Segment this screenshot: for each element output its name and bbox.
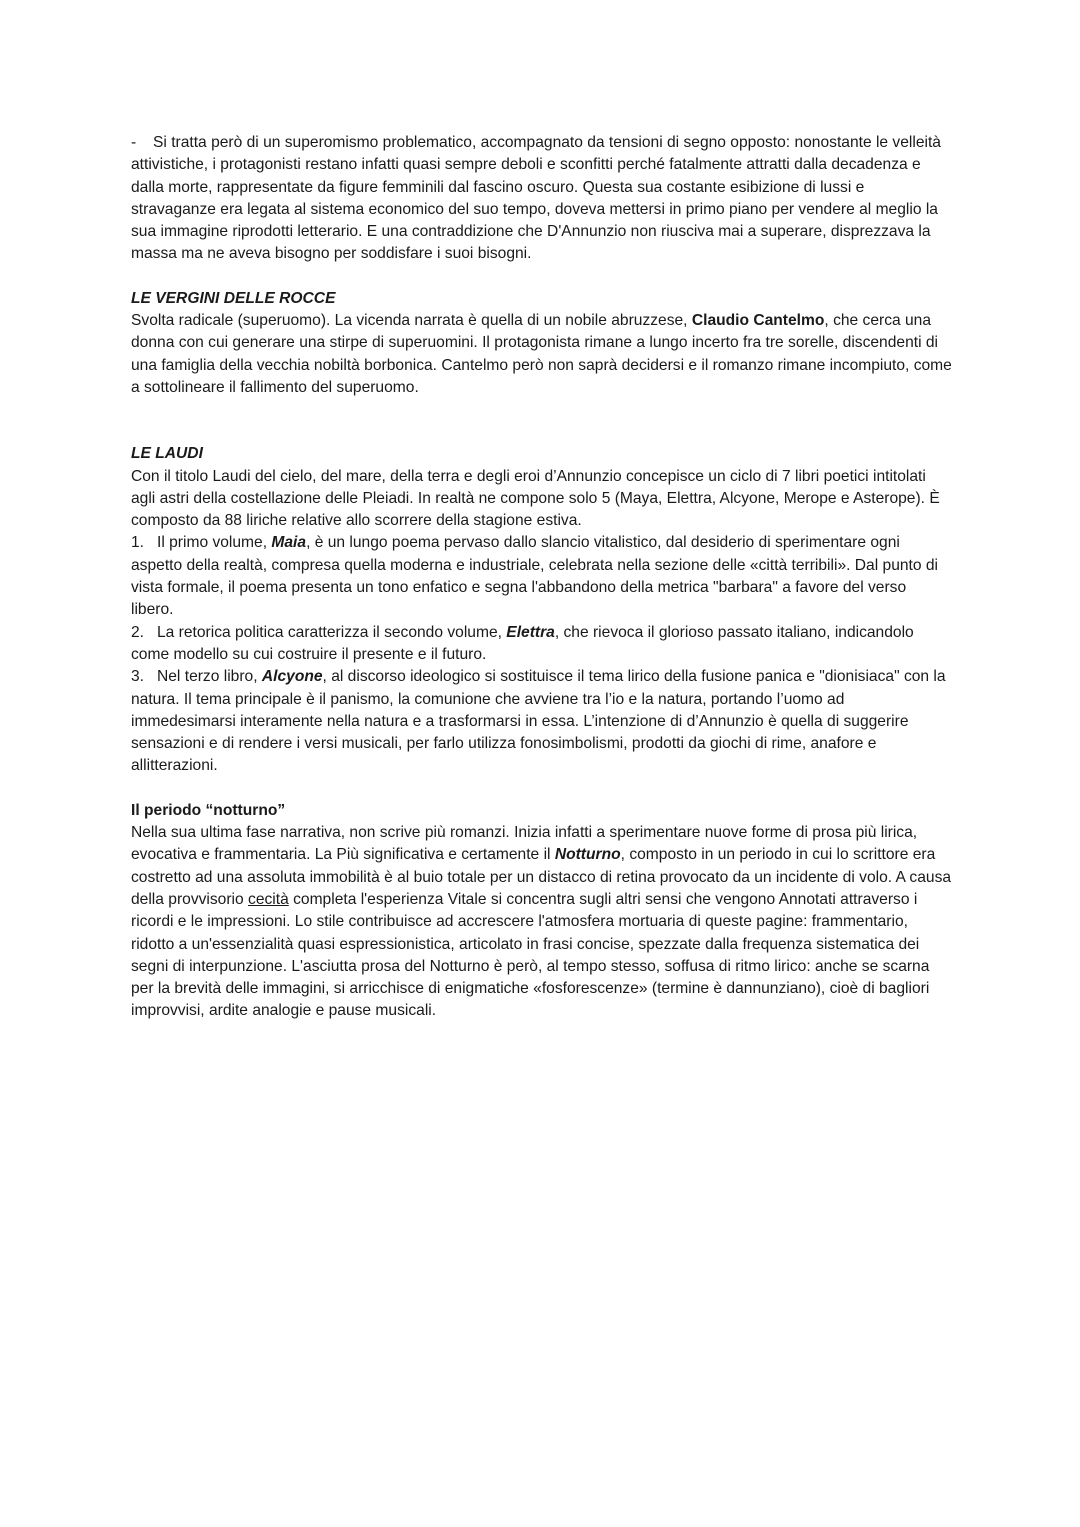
list-title-alcyone: Alcyone <box>261 668 323 686</box>
laudi-intro-paragraph: Con il titolo Laudi del cielo, del mare, della terra e degli eroi d’Annunzio concepisce un ciclo di 7 libri poetici intitolati agli astri della costellazione delle Pleiadi. In realtà ne compone solo 5 (Maya, Elettra, Alcyone, Merope e Asterope). È composto da 88 liriche relative allo scorrere della stagione estiva. <box>131 467 940 530</box>
list-item <box>131 666 952 777</box>
list-text-post: , è un lungo poema pervaso dallo slancio vitalistico, dal desiderio di sperimentare ogni aspetto della realtà, compresa quella moderna e industriale, celebrata nella sezione delle «città terribili». Dal punto di vista formale, il poema presenta un tono enfatico e segna l'abbandono della metrica "barbara" a favore del verso libero. <box>131 534 939 619</box>
notturno-paragraph <box>131 822 952 1023</box>
list-item <box>131 622 952 667</box>
list-text-pre: La retorica politica caratterizza il secondo volume, <box>157 623 507 641</box>
list-item <box>131 532 952 621</box>
intro-paragraph <box>131 132 952 266</box>
bullet-dash: - <box>131 134 137 151</box>
list-text-pre: Nel terzo libro, <box>157 668 262 686</box>
vergini-bold-name: Claudio Cantelmo <box>691 312 825 330</box>
notturno-text-a: Nella sua ultima fase narrativa, non scrive più romanzi. Inizia infatti a sperimentare nuove forme di prosa più lirica, evocativa e frammentaria. La Più significativa e certamente il <box>131 824 918 864</box>
list-number: 1. <box>131 534 145 552</box>
list-number: 2. <box>131 623 145 641</box>
list-number: 3. <box>131 668 145 686</box>
intro-text: Si tratta però di un superomismo problematico, accompagnato da tensioni di segno opposto: nonostante le velleità attivistiche, i protagonisti restano infatti quasi sempre deboli e sconfitti perché fatalmente attratti dalla decadenza e dalla morte, rappresentate da figure femminili dal fascino oscuro. Questa sua costante esibizione di lussi e stravaganze era legata al sistema economico del suo tempo, doveva mettersi in primo piano per vendere al meglio la sua immagine riprodotti letterario. E una contraddizione che D'Annunzio non riusciva mai a superare, disprezzava la massa ma ne aveva bisogno per soddisfare i suoi bisogni. <box>131 134 941 263</box>
list-text-post: , al discorso ideologico si sostituisce il tema lirico della fusione panica e "dionisiaca" con la natura. Il tema principale è il panismo, la comunione che avviene tra l’io e la natura, portando l’uomo ad immedesimarsi interamente nella natura e a trasformarsi in essa. L’intenzione di d’Annunzio è quella di suggerire sensazioni e di rendere i versi musicali, per farlo utilizza fonosimbolismi, prodotti da giochi di rime, anafore e allitterazioni. <box>131 668 946 775</box>
section-heading-laudi: LE LAUDI <box>131 445 203 463</box>
notturno-text-c: completa l'esperienza Vitale si concentra sugli altri sensi che vengono Annotati attraverso i ricordi e le impressioni. Lo stile contribuisce ad accrescere l'atmosfera mortuaria di queste pagine: frammentario, ridotto a un'essenzialità quasi espressionistica, articolato in frasi concise, spezzate dalla frequenza sistematica dei segni di interpunzione. L'asciutta prosa del Notturno è però, al tempo stesso, soffusa di ritmo lirico: anche se scarna per la brevità delle immagini, si arricchisce di enigmatiche «fosforescenze» (termine è dannunziano), cioè di bagliori improvvisi, ardite analogie e pause musicali. <box>131 890 930 1020</box>
vergini-text-a: Svolta radicale (superuomo). La vicenda narrata è quella di un nobile abruzzese, <box>131 312 692 330</box>
list-title-elettra: Elettra <box>506 623 555 641</box>
underlined-word: cecità <box>248 890 289 908</box>
list-text-pre: Il primo volume, <box>157 534 272 552</box>
list-title-maia: Maia <box>271 534 307 552</box>
section-laudi <box>131 443 952 777</box>
list-text-post: , che rievoca il glorioso passato italiano, indicandolo come modello su cui costruire il presente e il futuro. <box>131 623 914 663</box>
section-vergini <box>131 288 952 399</box>
section-notturno <box>131 800 952 1023</box>
notturno-text-b: , composto in un periodo in cui lo scrittore era costretto ad una assoluta immobilità è al buio totale per un distacco di retina provocato da un incidente di volo. A causa della provvisorio <box>131 846 952 908</box>
vergini-text-b: , che cerca una donna con cui generare una stirpe di superuomini. Il protagonista rimane a lungo incerto fra tre sorelle, discendenti di una famiglia della vecchia nobiltà borbonica. Cantelmo però non saprà decidersi e il romanzo rimane incompiuto, come a sottolineare il fallimento del superuomo. <box>131 312 952 396</box>
notturno-title: Notturno <box>554 846 621 864</box>
section-heading-vergini: LE VERGINI DELLE ROCCE <box>131 289 336 307</box>
vergini-paragraph <box>131 310 952 399</box>
section-heading-notturno: Il periodo “notturno” <box>131 801 286 819</box>
